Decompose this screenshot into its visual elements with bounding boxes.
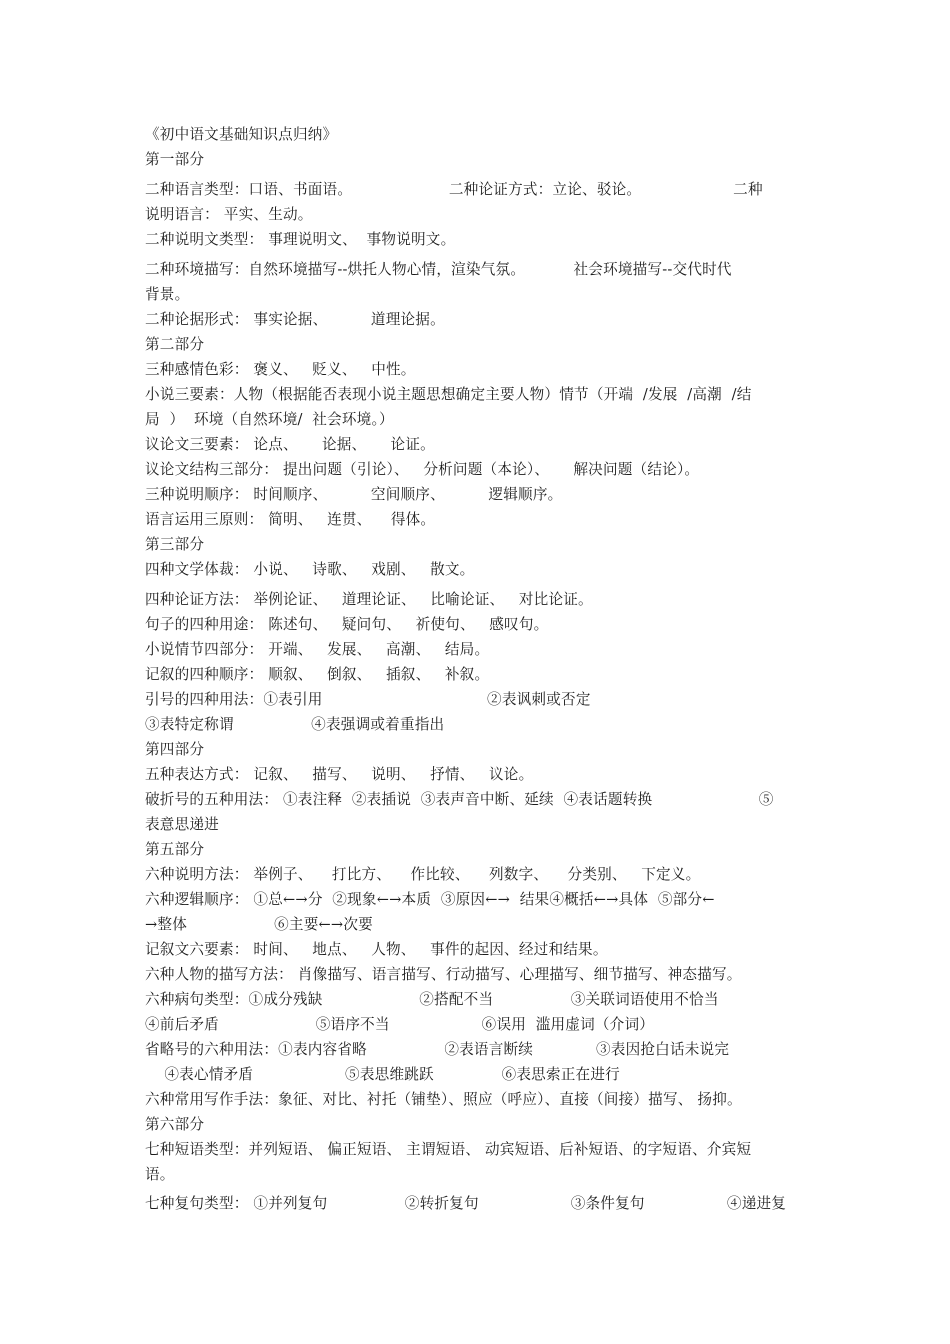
text-line: ④表心情矛盾 ⑤表思维跳跃 ⑥表思索正在进行: [145, 1066, 620, 1083]
section-heading-part-4: 第四部分: [145, 741, 205, 758]
text-line: 四种论证方法： 举例论证、 道理论证、 比喻论证、 对比论证。: [145, 591, 593, 608]
text-line: 二种论据形式： 事实论据、 道理论据。: [145, 311, 445, 328]
text-line: 议论文结构三部分： 提出问题（引论）、 分析问题（本论）、 解决问题（结论）。: [145, 461, 700, 478]
text-line: 议论文三要素： 论点、 论据、 论证。: [145, 436, 435, 453]
document-title: 《初中语文基础知识点归纳》: [145, 126, 338, 143]
text-line: 破折号的五种用法： ①表注释 ②表插说 ③表声音中断、延续 ④表话题转换 ⑤: [145, 791, 774, 808]
text-line: 二种环境描写：自然环境描写--烘托人物心情，渲染气氛。 社会环境描写--交代时代: [145, 261, 732, 278]
text-line: 小说三要素：人物（根据能否表现小说主题思想确定主要人物）情节（开端 /发展 /高潮 /结: [145, 386, 752, 403]
document-body: [145, 122, 807, 1216]
text-line: 七种复句类型： ①并列复句 ②转折复句 ③条件复句 ④递进复: [145, 1195, 787, 1212]
text-line: 记叙的四种顺序： 顺叙、 倒叙、 插叙、 补叙。: [145, 666, 490, 683]
text-line: 六种人物的描写方法： 肖像描写、语言描写、行动描写、心理描写、细节描写、神态描写。: [145, 966, 742, 983]
text-line: 句子的四种用途： 陈述句、 疑问句、 祈使句、 感叹句。: [145, 616, 549, 633]
section-heading-part-2: 第二部分: [145, 336, 205, 353]
section-heading-part-6: 第六部分: [145, 1116, 205, 1133]
text-line: ③表特定称谓 ④表强调或着重指出: [145, 716, 445, 733]
section-heading-part-5: 第五部分: [145, 841, 205, 858]
text-line: →整体 ⑥主要←→次要: [145, 916, 373, 933]
text-line: 背景。: [145, 286, 190, 303]
text-line: 记叙文六要素： 时间、 地点、 人物、 事件的起因、经过和结果。: [145, 941, 608, 958]
text-line: 六种常用写作手法：象征、对比、衬托（铺垫）、照应（呼应）、直接（间接）描写、 扬抑。: [145, 1091, 742, 1108]
text-line: 局 ） 环境（自然环境/ 社会环境。）: [145, 411, 394, 428]
text-line: 引号的四种用法：①表引用 ②表讽刺或否定: [145, 691, 591, 708]
text-line: 语。: [145, 1166, 175, 1183]
text-line: 二种语言类型：口语、书面语。 二种论证方式：立论、驳论。 二种: [145, 181, 763, 198]
text-line: 小说情节四部分： 开端、 发展、 高潮、 结局。: [145, 641, 490, 658]
text-line: 六种逻辑顺序： ①总←→分 ②现象←→本质 ③原因←→ 结果④概括←→具体 ⑤部分←: [145, 891, 715, 908]
text-line: 表意思递进: [145, 816, 219, 833]
text-line: 五种表达方式： 记叙、 描写、 说明、 抒情、 议论。: [145, 766, 534, 783]
text-line: 三种说明顺序： 时间顺序、 空间顺序、 逻辑顺序。: [145, 486, 563, 503]
section-heading-part-1: 第一部分: [145, 151, 205, 168]
text-line: 七种短语类型：并列短语、 偏正短语、 主谓短语、 动宾短语、后补短语、的字短语、介宾短: [145, 1141, 752, 1158]
text-line: 二种说明文类型： 事理说明文、 事物说明文。: [145, 231, 456, 248]
section-heading-part-3: 第三部分: [145, 536, 205, 553]
text-line: 四种文学体裁： 小说、 诗歌、 戏剧、 散文。: [145, 561, 475, 578]
text-line: 说明语言： 平实、生动。: [145, 206, 313, 223]
text-line: 六种说明方法： 举例子、 打比方、 作比较、 列数字、 分类别、 下定义。: [145, 866, 701, 883]
text-line: 语言运用三原则： 简明、 连贯、 得体。: [145, 511, 436, 528]
text-line: 三种感情色彩： 褒义、 贬义、 中性。: [145, 361, 416, 378]
text-line: ④前后矛盾 ⑤语序不当 ⑥误用 滥用虚词（介词）: [145, 1016, 655, 1033]
text-line: 六种病句类型：①成分残缺 ②搭配不当 ③关联词语使用不恰当: [145, 991, 719, 1008]
text-line: 省略号的六种用法：①表内容省略 ②表语言断续 ③表因抢白话未说完: [145, 1041, 730, 1058]
